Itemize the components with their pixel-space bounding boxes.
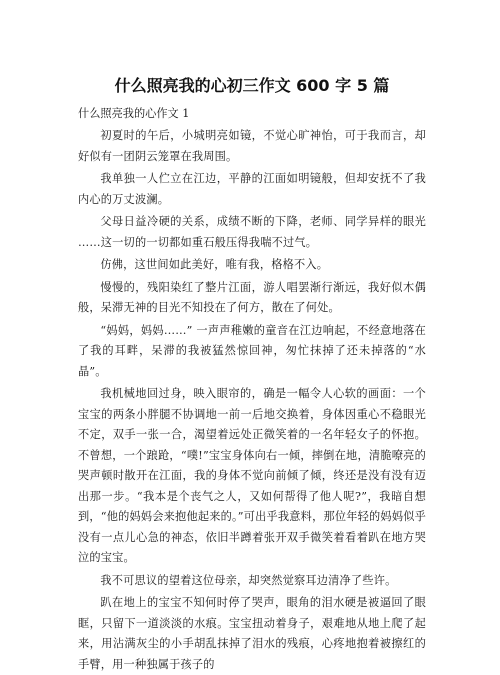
paragraph: 初夏时的午后，小城明亮如镜，不觉心旷神怡，可于我而言，却好似有一团阴云笼罩在我周围。: [78, 129, 426, 163]
document-subtitle: 什么照亮我的心作文 1: [78, 107, 190, 120]
paragraph: 趴在地上的宝宝不知何时停了哭声，眼角的泪水硬是被逼回了眼眶，只留下一道淡淡的水痕。宝宝扭动着身子，艰难地从地上爬了起来，用沾满灰尘的小手胡乱抹掉了泪水的残痕，心疼地抱着被擦红的手臂，用一种独属于孩子的: [78, 596, 426, 671]
paragraph: 仿佛，这世间如此美好，唯有我，格格不入。: [100, 258, 329, 271]
paragraph: 父母日益冷硬的关系，成绩不断的下降，老师、同学异样的眼光 ……这一切的一切都如重石般压得我喘不过气。: [78, 215, 426, 249]
paragraph: “妈妈，妈妈……” 一声声稚嫩的童音在江边响起，不经意地落在了我的耳畔，呆滞的我被猛然惊回神，匆忙抹掉了还未掉落的“水晶”。: [78, 323, 426, 378]
paragraph: 我机械地回过身，映入眼帘的，确是一幅令人心软的画面：一个宝宝的两条小胖腿不协调地一前一后地交换着，身体因重心不稳眼光不定，双手一张一合，渴望着远处正微笑着的一名年轻女子的怀抱。不曾想，一个踉跄，“噗!”宝宝身体向右一倾，摔倒在地，清脆嘹亮的哭声顿时散开在江面，我的身体不觉向前倾了倾，终还是没有没有迈出那一步。“我本是个丧气之人，又如何帮得了他人呢?”，我暗自想到，“他的妈妈会来抱他起来的。”可出乎我意料，那位年轻的妈妈似乎没有一点儿心急的神态，依旧半蹲着张开双手微笑着看着趴在地方哭泣的宝宝。: [78, 387, 426, 564]
paragraph: 慢慢的，残阳染红了整片江面，游人唱罢渐行渐远，我好似木偶般，呆滞无神的目光不知投在了何方，散在了何处。: [78, 280, 426, 314]
document-body: [78, 126, 426, 675]
paragraph: 我单独一人伫立在江边，平静的江面如明镜般，但却安抚不了我内心的万丈波澜。: [78, 172, 426, 206]
paragraph: 我不可思议的望着这位母亲，却突然觉察耳边清净了些许。: [100, 573, 397, 587]
document-title: 什么照亮我的心初三作文 600 字 5 篇: [114, 76, 390, 95]
